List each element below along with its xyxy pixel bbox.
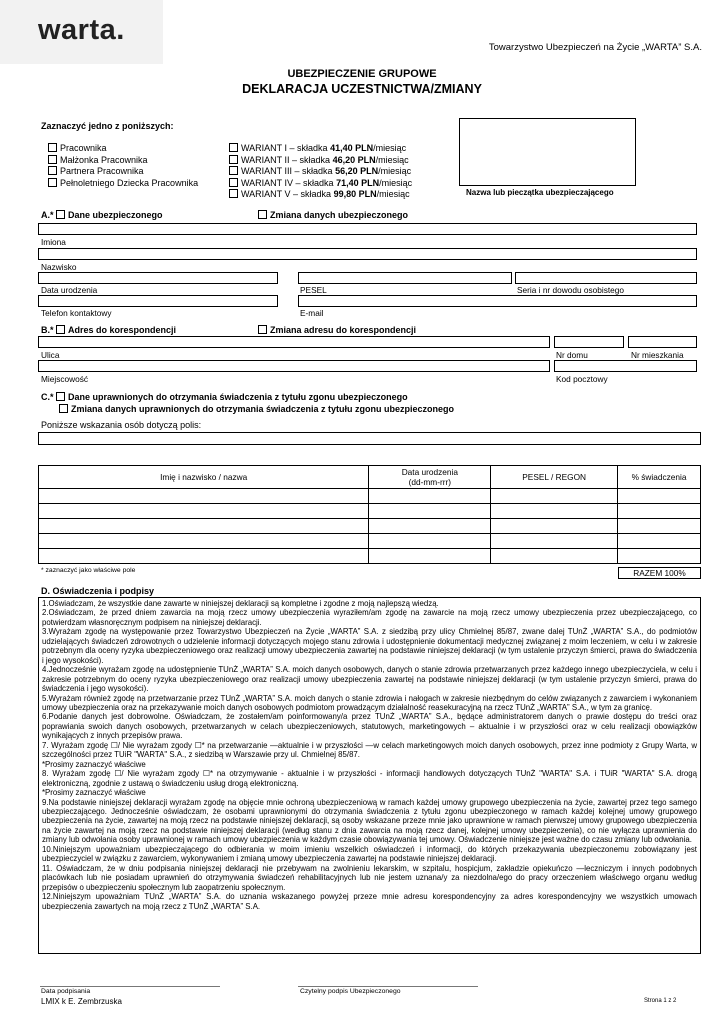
person-option[interactable]: Pełnoletniego Dziecka Pracownika xyxy=(48,178,198,190)
polis-input[interactable] xyxy=(38,432,701,445)
section-c-header: C.* Dane uprawnionych do otrzymania świadczenia z tytułu zgonu ubezpieczonego Zmiana danych uprawnionych do otrzymania świadczenia z tytułu zgonu ubezpieczonego xyxy=(41,392,455,414)
data-urodzenia-label: Data urodzenia xyxy=(41,285,98,295)
section-a-header: A.* Dane ubezpieczonego xyxy=(41,210,163,220)
column-header: Imię i nazwisko / nazwa xyxy=(39,466,369,489)
email-label: E-mail xyxy=(300,308,324,318)
column-header: Data urodzenia (dd-mm-rrr) xyxy=(369,466,491,489)
ulica-label: Ulica xyxy=(41,350,60,360)
miejscowosc-label: Miejscowość xyxy=(41,374,89,384)
kod-pocztowy-label: Kod pocztowy xyxy=(556,374,608,384)
variant-option[interactable]: WARIANT III – składka 56,20 PLN/miesiąc xyxy=(229,166,412,178)
table-row[interactable] xyxy=(39,519,701,534)
declaration-2: 2.Oświadczam, że przed dniem zawarcia na moją rzecz umowy ubezpieczenia wyraziłem/am zgodę na zawarcie na moją rzecz umowy ubezpieczenia przez ubezpieczającego, co potwierdzam własnoręcznym podpisem na niniejszej deklaracji. xyxy=(42,608,697,627)
section-a-change: Zmiana danych ubezpieczonego xyxy=(258,210,408,220)
person-option[interactable]: Partnera Pracownika xyxy=(48,166,198,178)
person-option[interactable]: Pracownika xyxy=(48,143,198,155)
section-d-title: D. Oświadczenia i podpisy xyxy=(41,586,155,596)
declaration-7-note: *Prosimy zaznaczyć właściwe xyxy=(42,759,146,769)
checkbox[interactable] xyxy=(258,325,267,334)
form-title-1: UBEZPIECZENIE GRUPOWE xyxy=(287,68,437,80)
declaration-11: 11. Oświadczam, że w dniu podpisania niniejszej deklaracji nie przebywam na zwolnieniu lekarskim, w szpitalu, hospicjum, zakładzie opiekuńczo —leczniczym i innych podobnych placówkach lub nie posiadam uprawnień do otrzymywania świadczeń rehabilitacyjnych lub nie jestem uznana/y za niezdolna/ego do pracy orzeczeniem właściwego organu według przepisów o ubezpieczeniu społecznym lub zaopatrzeniu społecznym. xyxy=(42,863,697,892)
stamp-box[interactable] xyxy=(459,118,636,186)
date-signature-line[interactable] xyxy=(40,986,220,987)
table-footnote: * zaznaczyć jako właściwe pole xyxy=(41,567,136,574)
checkbox[interactable] xyxy=(48,166,57,175)
nr-mieszkania-label: Nr mieszkania xyxy=(631,350,684,360)
stamp-caption: Nazwa lub pieczątka ubezpieczającego xyxy=(466,188,614,197)
form-code: LMIX k E. Zembrzuska xyxy=(41,997,122,1006)
section-b-header: B.* Adres do korespondencji xyxy=(41,325,177,335)
checkbox[interactable] xyxy=(56,210,65,219)
checkbox[interactable] xyxy=(229,189,238,198)
beneficiaries-table xyxy=(38,465,701,564)
declarations-box xyxy=(38,597,701,954)
declaration-10: 10.Niniejszym upoważniam ubezpieczającego do odbierania w moim imieniu wszelkich oświadczeń i informacji, do których przekazywania ubezpieczonemu zobowiązany jest ubezpieczyciel w związku z zawarciem, wykonywaniem i zmianą umowy ubezpieczenia zawartej na podstawie niniejszej deklaracji. xyxy=(42,844,697,864)
date-label: Data podpisania xyxy=(41,988,91,995)
telefon-label: Telefon kontaktowy xyxy=(41,308,112,318)
checkbox[interactable] xyxy=(56,325,65,334)
choice-heading: Zaznaczyć jedno z poniższych: xyxy=(41,121,174,131)
imiona-label: Imiona xyxy=(41,237,66,247)
table-row[interactable] xyxy=(39,549,701,564)
kod-pocztowy-input[interactable] xyxy=(554,360,697,372)
pesel-label: PESEL xyxy=(300,285,327,295)
signature-label: Czytelny podpis Ubezpieczonego xyxy=(300,988,401,995)
form-title-2: DEKLARACJA UCZESTNICTWA/ZMIANY xyxy=(242,82,482,96)
checkbox[interactable] xyxy=(229,155,238,164)
declaration-8[interactable]: 8. Wyrażam zgodę ☐/ Nie wyrażam zgody ☐* na otrzymywanie - aktualnie i w przyszłości - informacji handlowych dotyczących TUnŻ "WARTA" S.A. i TUiR "WARTA" S.A. drogą elektroniczną, zgodnie z ustawą o świadczeniu usług drogą elektroniczną. xyxy=(42,769,697,788)
seria-label: Seria i nr dowodu osobistego xyxy=(517,285,625,295)
page-number: Strona 1 z 2 xyxy=(644,998,677,1004)
checkbox[interactable] xyxy=(229,178,238,187)
seria-dowodu-input[interactable] xyxy=(515,272,697,284)
declaration-1: 1.Oświadczam, że wszystkie dane zawarte w niniejszej deklaracji są kompletne i zgodne z moją najlepszą wiedzą. xyxy=(42,599,439,608)
person-option[interactable]: Małżonka Pracownika xyxy=(48,155,198,167)
nr-mieszkania-input[interactable] xyxy=(628,336,697,348)
declaration-9: 9.Na podstawie niniejszej deklaracji wyrażam zgodę na objęcie mnie ochroną ubezpieczeniową w ramach każdej umowy grupowego ubezpieczenia na życie, zawartej przez tego samego ubezpieczającego. Jednocześnie oświadczam, że osobami uprawnionymi do otrzymania świadczenia z tytułu zgonu ubezpieczonego w ramach każdej kolejnej umowy grupowego ubezpieczenia na życie, zawartej na moją rzecz na podstawie niniejszej deklaracji, są osoby wskazane przeze mnie jako uprawnione w ramach pierwszej umowy grupowego ubezpieczenia na życie zawartej na moją rzecz na podstawie niniejszej deklaracji (według stanu z dnia zawarcia na moją rzecz danej, kolejnej umowy ubezpieczenia), co nie wyłącza uprawnienia do zmiany lub odwołania osoby uprawnionej w ramach umowy ubezpieczenia w każdym czasie obowiązywania tej umowy. Oświadczenie niniejsze jest ważne do czasu zmiany lub odwołania. xyxy=(42,797,697,845)
ulica-input[interactable] xyxy=(38,336,550,348)
variant-option[interactable]: WARIANT V – składka 99,80 PLN/miesiąc xyxy=(229,189,412,201)
table-row[interactable] xyxy=(39,534,701,549)
column-header: PESEL / REGON xyxy=(491,466,618,489)
miejscowosc-input[interactable] xyxy=(38,360,550,372)
variant-option[interactable]: WARIANT I – składka 41,40 PLN/miesiąc xyxy=(229,143,412,155)
variant-option[interactable]: WARIANT IV – składka 71,40 PLN/miesiąc xyxy=(229,178,412,190)
declaration-12: 12.Niniejszym upoważniam TUnŻ „WARTA” S.A. do uznania wskazanego powyżej przeze mnie adresu korespondencyjny za adres korespondencyjny we wszystkich umowach ubezpieczenia zawartych na moją rzecz z TUnŻ „WARTA” S.A. xyxy=(42,892,697,911)
declaration-7[interactable]: 7. Wyrażam zgodę ☐/ Nie wyrażam zgody ☐* na przetwarzanie —aktualnie i w przyszłości —w celach marketingowych moich danych osobowych, przez inne podmioty z Grupy Warta, w szczególności przez TUiR "WARTA" S.A., z siedzibą w Warszawie przy ul. Chmielnej 85/87. xyxy=(42,740,697,760)
telefon-input[interactable] xyxy=(38,295,278,307)
signature-line[interactable] xyxy=(298,986,478,987)
company-name: Towarzystwo Ubezpieczeń na Życie „WARTA” S.A. xyxy=(488,42,702,53)
email-input[interactable] xyxy=(298,295,697,307)
variant-options xyxy=(229,143,412,201)
logo-text: warta. xyxy=(38,14,125,46)
checkbox[interactable] xyxy=(59,404,68,413)
checkbox[interactable] xyxy=(229,143,238,152)
pesel-input[interactable] xyxy=(298,272,512,284)
person-options xyxy=(48,143,198,189)
checkbox[interactable] xyxy=(56,392,65,401)
checkbox[interactable] xyxy=(48,178,57,187)
nazwisko-label: Nazwisko xyxy=(41,262,77,272)
table-header-row xyxy=(39,466,701,489)
table-row[interactable] xyxy=(39,504,701,519)
data-urodzenia-input[interactable] xyxy=(38,272,278,284)
declaration-8-note: *Prosimy zaznaczyć właściwe xyxy=(42,788,146,798)
column-header: % świadczenia xyxy=(618,466,701,489)
nr-domu-label: Nr domu xyxy=(556,350,588,360)
checkbox[interactable] xyxy=(48,155,57,164)
table-row[interactable] xyxy=(39,489,701,504)
nazwisko-input[interactable] xyxy=(38,248,697,260)
section-b-change: Zmiana adresu do korespondencji xyxy=(258,325,416,335)
checkbox[interactable] xyxy=(48,143,57,152)
declaration-4: 4.Jednocześnie wyrażam zgodę na udostępnienie TUnŻ „WARTA” S.A. moich danych osobowych, danych o stanie zdrowia przetwarzanych przez każdego innego ubezpieczyciela, w celu i zakresie potrzebnym do oceny ryzyka ubezpieczeniowego oraz realizacji umowy ubezpieczenia zawartej na podstawie niniejszej deklaracji (w tym ustalenie przyczyn śmierci, prawa do świadczenia i jego wysokości). xyxy=(42,665,697,694)
declaration-6: 6.Podanie danych jest dobrowolne. Oświadczam, że zostałem/am poinformowany/a przez TUnŻ „WARTA” S.A., będące administratorem danych o prawie dostępu do treści oraz poprawiania swoich danych osobowych, przetwarzanych w celach ubezpieczeniowych, statutowych, marketingowych – aktualnie i w przyszłości oraz w celu realizacji obowiązków wynikających z innych przepisów prawa. xyxy=(42,712,697,741)
checkbox[interactable] xyxy=(229,166,238,175)
checkbox[interactable] xyxy=(258,210,267,219)
declaration-3: 3.Wyrażam zgodę na występowanie przez Towarzystwo Ubezpieczeń na Życie „WARTA” S.A. z siedzibą przy ulicy Chmielnej 85/87, zwane dalej TUnŻ „WARTA” S.A., do podmiotów udzielających świadczeń zdrowotnych o udzielenie informacji dotyczących mojego stanu zdrowia i udostępnienie dokumentacji medycznej związanej z moim leczeniem, w celu i w zakresie potrzebnym dla oceny ryzyka ubezpieczeniowego oraz realizacji umowy ubezpieczenia zawartej na podstawie niniejszej deklaracji (w tym ustalenie przyczyn śmierci, prawa do świadczenia i jego wysokości). xyxy=(42,627,697,665)
imiona-input[interactable] xyxy=(38,223,697,235)
variant-option[interactable]: WARIANT II – składka 46,20 PLN/miesiąc xyxy=(229,155,412,167)
polis-note: Poniższe wskazania osób dotyczą polis: xyxy=(41,420,202,430)
total-percent: RAZEM 100% xyxy=(618,567,701,579)
nr-domu-input[interactable] xyxy=(554,336,624,348)
declaration-5: 5.Wyrażam również zgodę na przetwarzanie przez TUnŻ „WARTA” S.A. moich danych o stanie zdrowia i nałogach w zakresie niezbędnym do celów związanych z zawarciem i wykonaniem umowy ubezpieczenia oraz na przekazywanie moich danych osobowych podmiotom prowadzącym działalność reasekuracyjną na rzecz TUnŻ „WARTA” S.A., w tym za granicę. xyxy=(42,693,697,712)
